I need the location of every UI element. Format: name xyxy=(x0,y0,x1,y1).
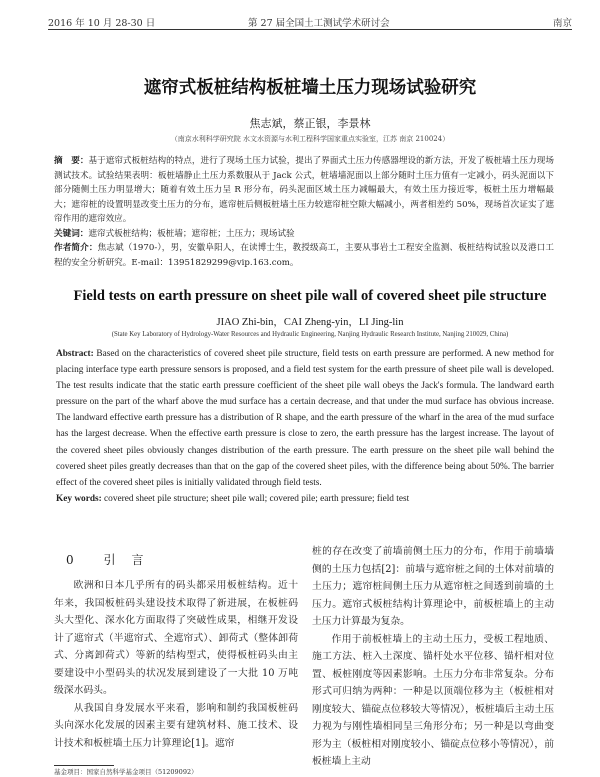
abstract-block-en xyxy=(56,346,554,507)
keywords-text-cn: 遮帘式板桩结构；板桩墙；遮帘桩；土压力；现场试验 xyxy=(88,228,295,239)
authors-cn: 焦志斌，蔡正银，李景林 xyxy=(249,117,371,130)
abstract-label-en: Abstract: xyxy=(56,349,94,359)
author-intro-label: 作者简介： xyxy=(54,243,98,253)
abstract-text-cn: 基于遮帘式板桩结构的特点，进行了现场土压力试验，提出了界面式土压力传感器埋设的新方法，开发了板桩墙土压力现场测试技术。试验结果表明：板桩墙静止土压力系数服从于 Jack 公式，桩墙墙泥面以上部分随时土压力值有一定减小，码头泥面以下部分随侧土压力明显增大；随着有效土压力呈 R 形分布，码头泥面区域土压力减幅最大，有效土压力接近零，板桩土压力增幅最大；遮帘桩的设置明显改变土压力的分布，遮帘桩后侧板桩墙土压力较遮帘桩空隙大幅减小，两者相差约 50%，现场首次证实了遮帘作用的遮帘效应。 xyxy=(54,156,554,224)
abstract-text-en: Based on the characteristics of covered sheet pile structure, field tests on earth pressure are performed. A new method for placing interface type earth pressure sensors is proposed, and a field test system for the earth pressure of sheet pile wall is developed. The test results indicate that the static earth pressure coefficient of the sheet pile wall obeys the Jack's formula. The landward earth pressure on the part of the wharf above the mud surface has a certain decrease, and that under the mud surface has obvious increase. The landward effective earth pressure has a distribution of R shape, and the earth pressure of the wharf in the area of the mud surface has the largest decrease. When the effective earth pressure is close to zero, the earth pressure has the largest increase. The layout of the covered sheet piles obviously changes distribution of the earth pressure. The earth pressure on the sheet pile wall behind the covered sheet piles greatly decreases than that on the gap of the covered sheet piles, with the difference being about 50%. The barrier effect of the covered sheet piles is initially validated through field tests. xyxy=(56,349,554,488)
body-paragraph: 从我国自身发展水平来看，影响和制约我国板桩码头向深水化发展的因素主要有建筑材料、施工技术、设计技术和板桩墙土压力计算理论[1]。遮帘 xyxy=(54,702,298,749)
body-paragraph: 桩的存在改变了前墙前侧土压力的分布，作用于前墙墙侧的土压力包括[2]：前墙与遮帘桩之间的土体对前墙的土压力；遮帘桩间侧土压力从遮帘桩之间透到前墙的土压力。遮帘式板桩结构计算理论中，前板桩墙上的主动土压力计算最为复杂。 xyxy=(312,546,554,627)
author-intro-cn xyxy=(54,241,554,270)
paper-title-cn: 遮帘式板桩结构板桩墙土压力现场试验研究 xyxy=(143,78,477,98)
running-header xyxy=(48,13,572,29)
body-paragraph: 作用于前板桩墙上的主动土压力，受板工程地质、施工方法、桩入土深度、锚杆处水平位移、锚杆相对位置、板桩刚度等因素影响。土压力分布非常复杂。分布形式可归纳为两种：一种是以顶端位移为主（板桩相对刚度较大、锚碇点位移较大等情况），板桩墙后主动土压力视为与刚性墙相同呈三角形分布；另一种是以弯曲变形为主（板桩相对刚度较小、锚碇点位移小等情况），前板桩墙上主动 xyxy=(312,633,554,767)
keywords-en xyxy=(56,491,554,507)
section-number: 0 xyxy=(66,553,76,567)
body-column-right xyxy=(312,543,554,771)
keywords-text-en: covered sheet pile structure; sheet pile wall; covered pile; earth pressure; field test xyxy=(104,493,410,504)
footnote-rule xyxy=(54,765,114,766)
affiliation-cn: （南京水利科学研究院 水文水资源与水利工程科学国家重点实验室，江苏 南京 210024） xyxy=(170,135,450,143)
affiliation-en: (State Key Laboratory of Hydrology-Water Resources and Hydraulic Engineering, Nanjing Hydraulic Research Institute, Nanjing 210029, China) xyxy=(111,331,509,338)
section-title: 引 言 xyxy=(103,553,146,567)
body-column-left xyxy=(54,577,298,752)
header-date: 2016 年 10 月 28-30 日 xyxy=(48,18,156,29)
body-paragraph: 欧洲和日本几乎所有的码头都采用板桩结构。近十年来，我国板桩码头建设技术取得了新进展，在板桩码头大型化、深水化方面取得了突破性成果，相继开发设计了遮帘式（半遮帘式、全遮帘式）、卸荷式（整体卸荷式、分离卸荷式）等新的结构型式，使得板桩码头由主要建设中小型码头的状况发展到建设了一大批 10 万吨级深水码头。 xyxy=(54,580,298,696)
header-location: 南京 xyxy=(552,18,572,29)
keywords-label-en: Key words: xyxy=(56,493,102,504)
keywords-cn xyxy=(54,227,554,242)
header-conference: 第 27 届全国土工测试学术研讨会 xyxy=(248,18,390,29)
abstract-label-cn: 摘 要： xyxy=(54,156,89,166)
abstract-block-cn xyxy=(54,154,554,270)
header-rule xyxy=(48,29,572,30)
keywords-label-cn: 关键词： xyxy=(54,228,89,239)
section-heading xyxy=(66,551,145,568)
author-intro-text: 焦志斌（1970-），男，安徽阜阳人，在读博士生，教授级高工，主要从事岩土工程安全监测、板桩结构试验以及港口工程的安全分析研究。E-mail：13951829299@vip.163.com。 xyxy=(54,243,554,268)
abstract-cn xyxy=(54,154,554,227)
paper-title-en: Field tests on earth pressure on sheet pile wall of covered sheet pile structure xyxy=(73,288,547,304)
authors-en: JIAO Zhi-bin，CAI Zheng-yin，LI Jing-lin xyxy=(216,317,404,328)
abstract-en xyxy=(56,346,554,491)
footnote: 基金项目：国家自然科学基金项目（51209092） xyxy=(54,768,198,776)
